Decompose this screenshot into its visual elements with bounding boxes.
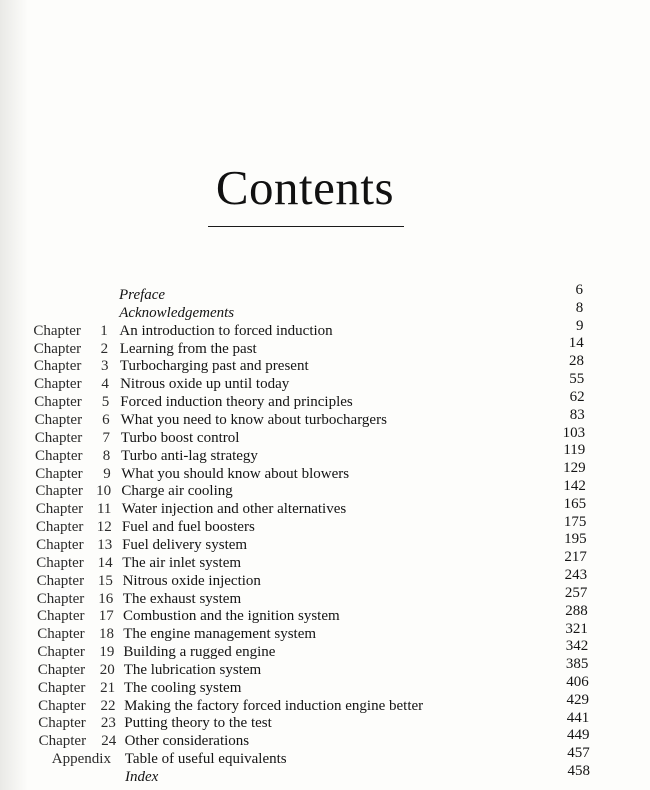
entry-title: Nitrous oxide up until today — [120, 376, 290, 393]
chapter-label: Chapter — [37, 626, 85, 643]
page-number: 458 — [567, 763, 590, 779]
chapter-number: 16 — [98, 590, 114, 607]
chapter-label: Chapter — [38, 697, 86, 714]
chapter-label: Chapter — [37, 644, 85, 660]
entry-title: What you need to know about turbochargers — [120, 412, 387, 428]
chapter-label: Chapter — [37, 661, 86, 678]
entry-title: Turbo anti-lag strategy — [121, 447, 258, 464]
chapter-label: Chapter — [35, 465, 83, 482]
chapter-label: Chapter — [35, 447, 83, 464]
chapter-label: Chapter — [37, 679, 86, 696]
entry-title: Fuel delivery system — [122, 536, 248, 553]
chapter-label: Chapter — [33, 322, 81, 339]
chapter-number: 11 — [96, 501, 112, 518]
page-number: 441 — [566, 709, 590, 726]
chapter-number: 18 — [99, 626, 114, 643]
chapter-number: 23 — [100, 715, 116, 732]
page-number: 14 — [568, 335, 584, 352]
entry-title: Preface — [119, 287, 166, 303]
page-number: 385 — [565, 656, 589, 673]
chapter-number: 14 — [97, 554, 113, 571]
entry-title: Combustion and the ignition system — [123, 608, 340, 625]
entry-title: Making the factory forced induction engine better — [124, 697, 424, 714]
page-number: 55 — [569, 371, 585, 388]
page-number: 28 — [569, 353, 584, 370]
page-number: 119 — [563, 442, 586, 459]
page-number: 175 — [563, 513, 587, 530]
page-number: 103 — [562, 424, 586, 441]
chapter-number: 10 — [96, 483, 112, 500]
entry-title: Acknowledgements — [119, 304, 235, 321]
chapter-number: 1 — [100, 322, 108, 339]
page-number: 288 — [565, 602, 588, 619]
chapter-label: Chapter — [35, 501, 84, 518]
entry-title: The lubrication system — [123, 661, 262, 678]
chapter-number: 15 — [97, 572, 113, 589]
chapter-label: Chapter — [36, 590, 85, 607]
chapter-number: 7 — [102, 429, 110, 446]
chapter-number: 3 — [101, 358, 109, 375]
entry-title: Charge air cooling — [121, 483, 233, 500]
chapter-label: Chapter — [34, 412, 83, 428]
chapter-label: Chapter — [36, 536, 84, 553]
entry-title: Other considerations — [124, 733, 250, 750]
chapter-number: 20 — [99, 661, 115, 678]
chapter-number: 5 — [101, 394, 110, 411]
page-number: 195 — [564, 531, 587, 548]
entry-title: Learning from the past — [119, 340, 257, 357]
page-number: 406 — [566, 673, 589, 690]
chapter-label: Chapter — [33, 358, 82, 375]
entry-title: The cooling system — [123, 679, 242, 696]
chapter-number: 6 — [102, 412, 110, 428]
entry-title: Forced induction theory and principles — [120, 394, 353, 411]
chapter-label: Chapter — [35, 519, 84, 536]
chapter-label: Chapter — [37, 608, 85, 625]
page-title: Contents — [215, 160, 395, 215]
chapter-label: Chapter — [34, 376, 82, 393]
entry-title: Table of useful equivalents — [124, 751, 287, 768]
entry-title: Turbo boost control — [120, 429, 240, 446]
chapter-label: Chapter — [36, 554, 84, 571]
chapter-number: 21 — [100, 679, 116, 696]
chapter-number: 24 — [101, 733, 117, 750]
chapter-number: 2 — [100, 340, 109, 357]
page-number: 321 — [565, 620, 588, 637]
entry-title: The air inlet system — [122, 554, 242, 571]
entry-title: Fuel and fuel boosters — [121, 519, 255, 536]
chapter-number: 19 — [99, 644, 115, 660]
page-number: 142 — [563, 478, 586, 494]
page-number: 6 — [575, 282, 583, 298]
chapter-number: 4 — [101, 376, 109, 393]
chapter-number: 9 — [103, 465, 111, 482]
chapter-label: Chapter — [34, 429, 83, 446]
chapter-label: Chapter — [34, 394, 82, 411]
chapter-label: Chapter — [35, 483, 83, 500]
entry-title: Putting theory to the test — [124, 715, 272, 732]
page-number: 243 — [564, 567, 588, 583]
page-number: 257 — [564, 584, 588, 601]
chapter-number: 22 — [100, 697, 116, 714]
page-number: 129 — [563, 460, 586, 477]
chapter-number: 12 — [96, 519, 112, 536]
entry-title: Building a rugged engine — [123, 644, 276, 660]
page-number: 9 — [576, 317, 584, 334]
entry-title: The exhaust system — [122, 590, 242, 607]
page-number: 449 — [567, 727, 590, 744]
page-number: 83 — [569, 406, 585, 423]
entry-title: What you should know about blowers — [121, 465, 350, 482]
page-number: 217 — [564, 549, 587, 566]
entry-title: Turbocharging past and present — [119, 358, 309, 375]
page-number: 8 — [575, 299, 584, 316]
page-number: 165 — [563, 495, 587, 512]
page-number: 62 — [569, 388, 585, 405]
chapter-number: 8 — [102, 447, 111, 464]
entry-title: Index — [125, 769, 159, 785]
chapter-label: Chapter — [33, 340, 82, 357]
chapter-number: 17 — [98, 608, 114, 625]
chapter-label: Chapter — [36, 572, 85, 589]
chapter-label: Chapter — [38, 715, 86, 732]
entry-title: An introduction to forced induction — [119, 322, 333, 339]
page-number: 342 — [565, 638, 589, 655]
page-number: 429 — [566, 691, 589, 708]
chapter-number: 13 — [97, 536, 113, 553]
page-number: 457 — [567, 745, 590, 762]
entry-title: Water injection and other alternatives — [121, 501, 347, 518]
chapter-label: Chapter — [38, 733, 87, 750]
entry-title: The engine management system — [123, 626, 317, 643]
entry-title: Nitrous oxide injection — [122, 572, 261, 589]
chapter-label: Appendix — [51, 751, 111, 768]
